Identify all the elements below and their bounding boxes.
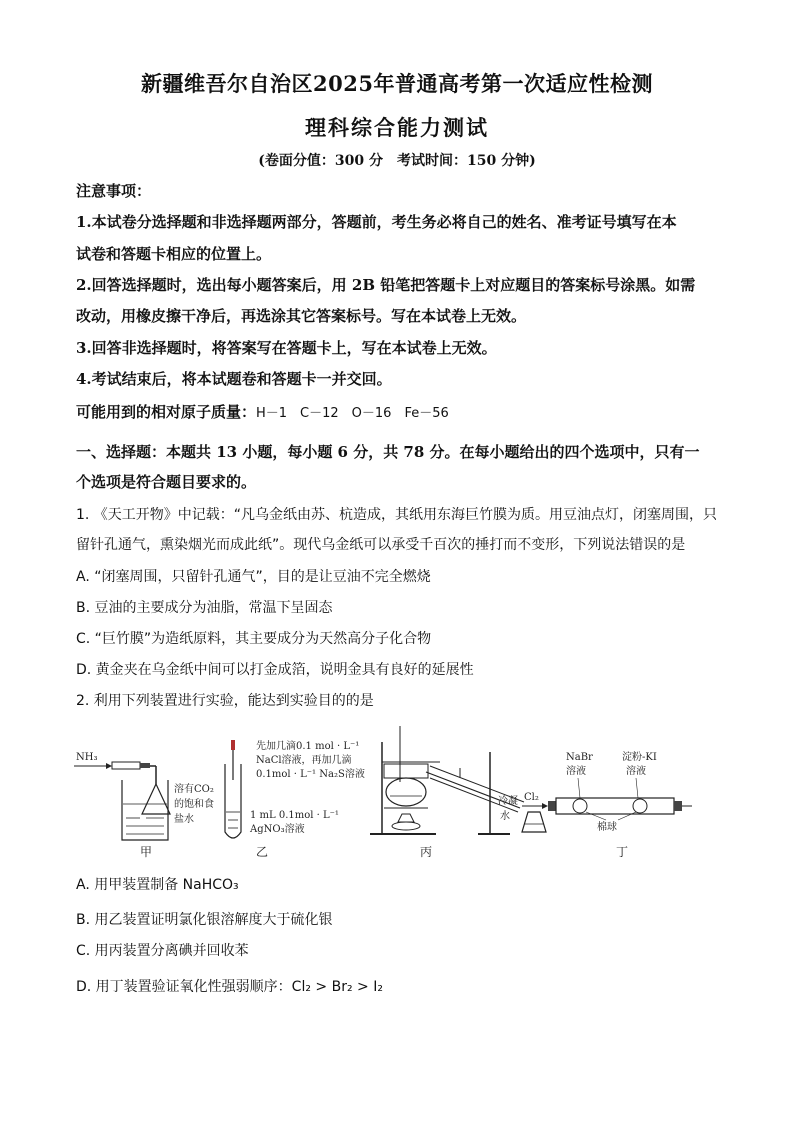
- q2-option-c: C. 用丙装置分离碘并回收苯: [76, 943, 249, 959]
- tube-bottom-label: AgNO₃溶液: [250, 824, 305, 835]
- condenser-label: 水: [500, 811, 510, 822]
- caption-bing: 丙: [420, 845, 433, 859]
- section-heading: 一、选择题：本题共 13 小题，每小题 6 分，共 78 分。在每小题给出的四个选项中，只有一: [76, 443, 700, 461]
- q2-option-b: B. 用乙装置证明氯化银溶解度大于硫化银: [76, 912, 333, 928]
- stopper-left: [548, 801, 556, 811]
- inlet-tube: [112, 762, 140, 769]
- condenser-label: 冷凝: [498, 796, 518, 807]
- apparatus-ding: [522, 750, 692, 859]
- cotton-ball-ki: [633, 799, 647, 813]
- beaker-label: 溶有CO₂: [174, 784, 214, 795]
- cotton-label: 棉球: [597, 822, 617, 833]
- inverted-funnel: [142, 784, 170, 814]
- notice-line: 试卷和答题卡相应的位置上。: [76, 245, 272, 263]
- atomic-mass-values: H－1 C－12 O－16 Fe－56: [256, 406, 449, 421]
- section-heading-cont: 个选项是符合题目要求的。: [76, 473, 257, 491]
- glass-tube: [556, 798, 674, 814]
- q1-option-b: B. 豆油的主要成分为油脂，常温下呈固态: [76, 600, 333, 616]
- beaker-label: 的饱和食: [174, 799, 214, 810]
- notice-line: 4.考试结束后，将本试题卷和答题卡一并交回。: [76, 370, 392, 388]
- q1-option-a: A. “闭塞周围，只留针孔通气”，目的是让豆油不完全燃烧: [76, 569, 431, 585]
- tube-bottom-label: 1 mL 0.1mol · L⁻¹: [250, 810, 339, 821]
- receiving-flask: [522, 812, 546, 832]
- tube-connector: [140, 763, 150, 768]
- tube-top-label: 先加几滴0.1 mol · L⁻¹: [256, 741, 360, 752]
- q2-option-d: D. 用丁装置验证氧化性强弱顺序：Cl₂ > Br₂ > I₂: [76, 979, 383, 995]
- caption-jia: 甲: [140, 845, 153, 859]
- cl2-label: Cl₂: [524, 792, 539, 803]
- exam-subtitle: 理科综合能力测试: [305, 115, 489, 140]
- q1-option-d: D. 黄金夹在乌金纸中间可以打金成箔，说明金具有良好的延展性: [76, 662, 474, 678]
- beaker-label: 盐水: [174, 814, 194, 825]
- q1-stem-cont: 留针孔通气，熏染烟光而成此纸”。现代乌金纸可以承受千百次的捶打而不变形，下列说法错误的是: [76, 537, 686, 553]
- exam-title: 新疆维吾尔自治区2025年普通高考第一次适应性检测: [141, 71, 653, 96]
- exam-info: (卷面分值：300 分 考试时间：150 分钟): [258, 153, 536, 169]
- cotton-ball-nabr: [573, 799, 587, 813]
- tube-top-label: 0.1mol · L⁻¹ Na₂S溶液: [256, 769, 365, 780]
- atomic-mass: [76, 402, 449, 424]
- distill-flask: [386, 778, 426, 806]
- atomic-mass-label: 可能用到的相对原子质量：: [76, 403, 257, 421]
- beaker: [122, 780, 168, 840]
- nh3-label: NH₃: [76, 752, 98, 763]
- flask-top: [384, 764, 428, 778]
- notice-line: 1.本试卷分选择题和非选择题两部分，答题前，考生务必将自己的姓名、准考证号填写在本: [76, 213, 677, 231]
- q2-apparatus-figure: [70, 722, 730, 862]
- nabr-label: NaBr: [566, 752, 593, 763]
- ki-label: 淀粉-KI: [622, 752, 657, 763]
- q2-option-a: A. 用甲装置制备 NaHCO₃: [76, 877, 239, 893]
- notice-heading: 注意事项：: [76, 182, 152, 200]
- dropper-bulb: [231, 740, 235, 750]
- q1-stem: 1. 《天工开物》中记载：“凡乌金纸由苏、杭造成，其纸用东海巨竹膜为质。用豆油点灯，闭塞周围，只: [76, 507, 718, 523]
- notice-line: 2.回答选择题时，选出每小题答案后，用 2B 铅笔把答题卡上对应题目的答案标号涂黑。如需: [76, 276, 696, 294]
- stopper-right: [674, 801, 682, 811]
- apparatus-yi: [225, 739, 365, 859]
- apparatus-bing: [370, 726, 546, 859]
- notice-line: 改动，用橡皮擦干净后，再选涂其它答案标号。写在本试卷上无效。: [76, 307, 527, 325]
- nabr-label: 溶液: [566, 766, 586, 777]
- ki-label: 溶液: [626, 766, 646, 777]
- caption-ding: 丁: [616, 845, 629, 859]
- notice-line: 3.回答非选择题时，将答案写在答题卡上，写在本试卷上无效。: [76, 339, 497, 357]
- tube-top-label: NaCl溶液，再加几滴: [256, 755, 352, 766]
- q2-stem: 2. 利用下列装置进行实验，能达到实验目的的是: [76, 693, 374, 709]
- apparatus-jia: [74, 752, 214, 859]
- caption-yi: 乙: [256, 845, 269, 859]
- q1-option-c: C. “巨竹膜”为造纸原料，其主要成分为天然高分子化合物: [76, 631, 432, 647]
- burner: [398, 814, 414, 822]
